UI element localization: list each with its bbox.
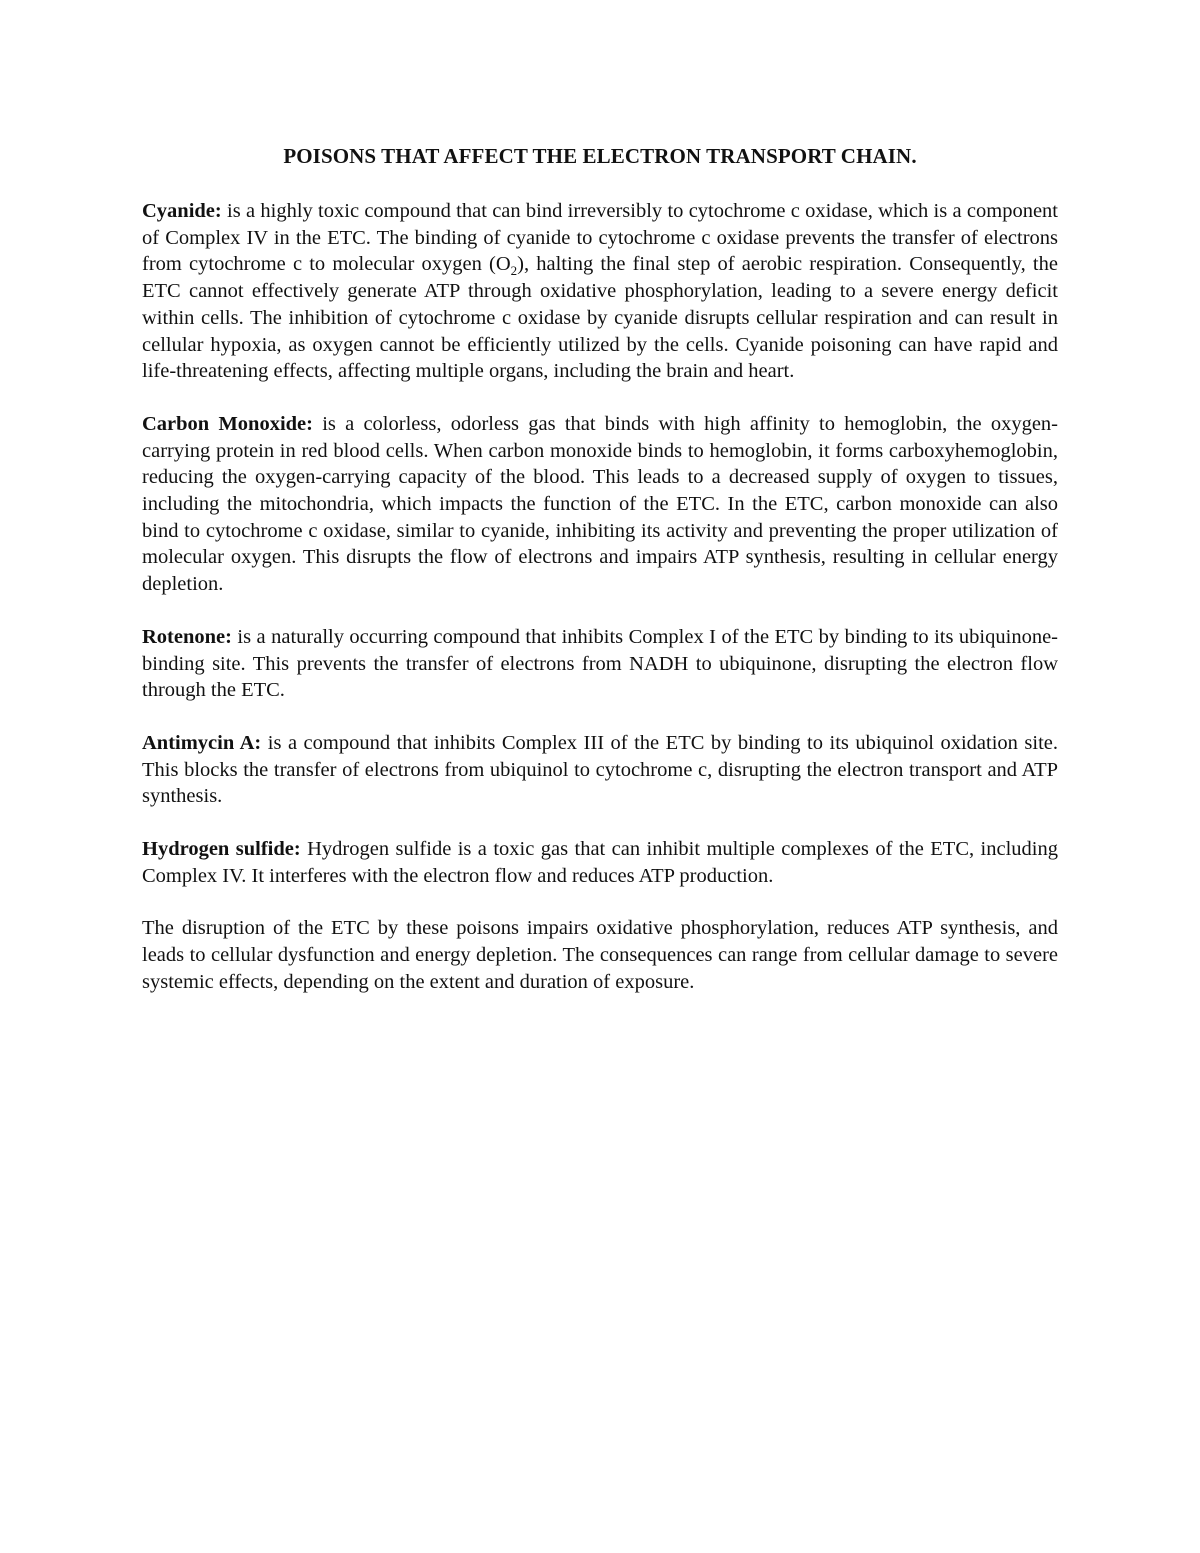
document-title: POISONS THAT AFFECT THE ELECTRON TRANSPORT CHAIN.	[283, 144, 917, 168]
paragraph-cyanide	[142, 198, 1058, 385]
term-rotenone: Rotenone:	[142, 625, 232, 648]
term-hydrogen-sulfide: Hydrogen sulfide:	[142, 838, 301, 861]
term-antimycin-a: Antimycin A:	[142, 731, 262, 754]
paragraph-conclusion: The disruption of the ETC by these poisons impairs oxidative phosphorylation, reduces ATP synthesis, and leads to cellular dysfunction and energy depletion. The consequences can range from cellular damage to severe systemic effects, depending on the extent and duration of exposure.	[142, 917, 1058, 993]
paragraph-cyanide-text-a: is a highly toxic compound that can bind irreversibly to cytochrome c oxidase, which is a component of Complex IV in the ETC. The binding of cyanide to cytochrome c oxidase prevents the transfer of electrons from cytochrome c to molecular oxygen (O	[142, 200, 1058, 276]
subscript-two: 2	[510, 263, 518, 279]
paragraph-carbon-monoxide-text: is a colorless, odorless gas that binds with high affinity to hemoglobin, the oxygen-carrying protein in red blood cells. When carbon monoxide binds to hemoglobin, it forms carboxyhemoglobin, reducing the oxygen-carrying capacity of the blood. This leads to a decreased supply of oxygen to tissues, including the mitochondria, which impacts the function of the ETC. In the ETC, carbon monoxide can also bind to cytochrome c oxidase, similar to cyanide, inhibiting its activity and preventing the proper utilization of molecular oxygen. This disrupts the flow of electrons and impairs ATP synthesis, resulting in cellular energy depletion.	[142, 412, 1058, 596]
term-carbon-monoxide: Carbon Monoxide:	[142, 412, 313, 435]
paragraph-antimycin-a	[142, 730, 1058, 810]
paragraph-hydrogen-sulfide-text: Hydrogen sulfide is a toxic gas that can inhibit multiple complexes of the ETC, including Complex IV. It interferes with the electron flow and reduces ATP production.	[142, 838, 1058, 887]
document-body	[142, 198, 1058, 1022]
paragraph-antimycin-a-text: is a compound that inhibits Complex III of the ETC by binding to its ubiquinol oxidation site. This blocks the transfer of electrons from ubiquinol to cytochrome c, disrupting the electron transport and ATP synthesis.	[142, 731, 1059, 808]
paragraph-hydrogen-sulfide	[142, 836, 1058, 889]
paragraph-rotenone	[142, 624, 1058, 704]
paragraph-carbon-monoxide	[142, 411, 1058, 598]
paragraph-cyanide-text-b: ), halting the final step of aerobic respiration. Consequently, the ETC cannot effectively generate ATP through oxidative phosphorylation, leading to a severe energy deficit within cells. The inhibition of cytochrome c oxidase by cyanide disrupts cellular respiration and can result in cellular hypoxia, as oxygen cannot be efficiently utilized by the cells. Cyanide poisoning can have rapid and life-threatening effects, affecting multiple organs, including the brain and heart.	[142, 253, 1058, 383]
term-cyanide: Cyanide:	[142, 200, 222, 222]
paragraph-rotenone-text: is a naturally occurring compound that inhibits Complex I of the ETC by binding to its ubiquinone-binding site. This prevents the transfer of electrons from NADH to ubiquinone, disrupting the electron flow through the ETC.	[142, 625, 1058, 702]
